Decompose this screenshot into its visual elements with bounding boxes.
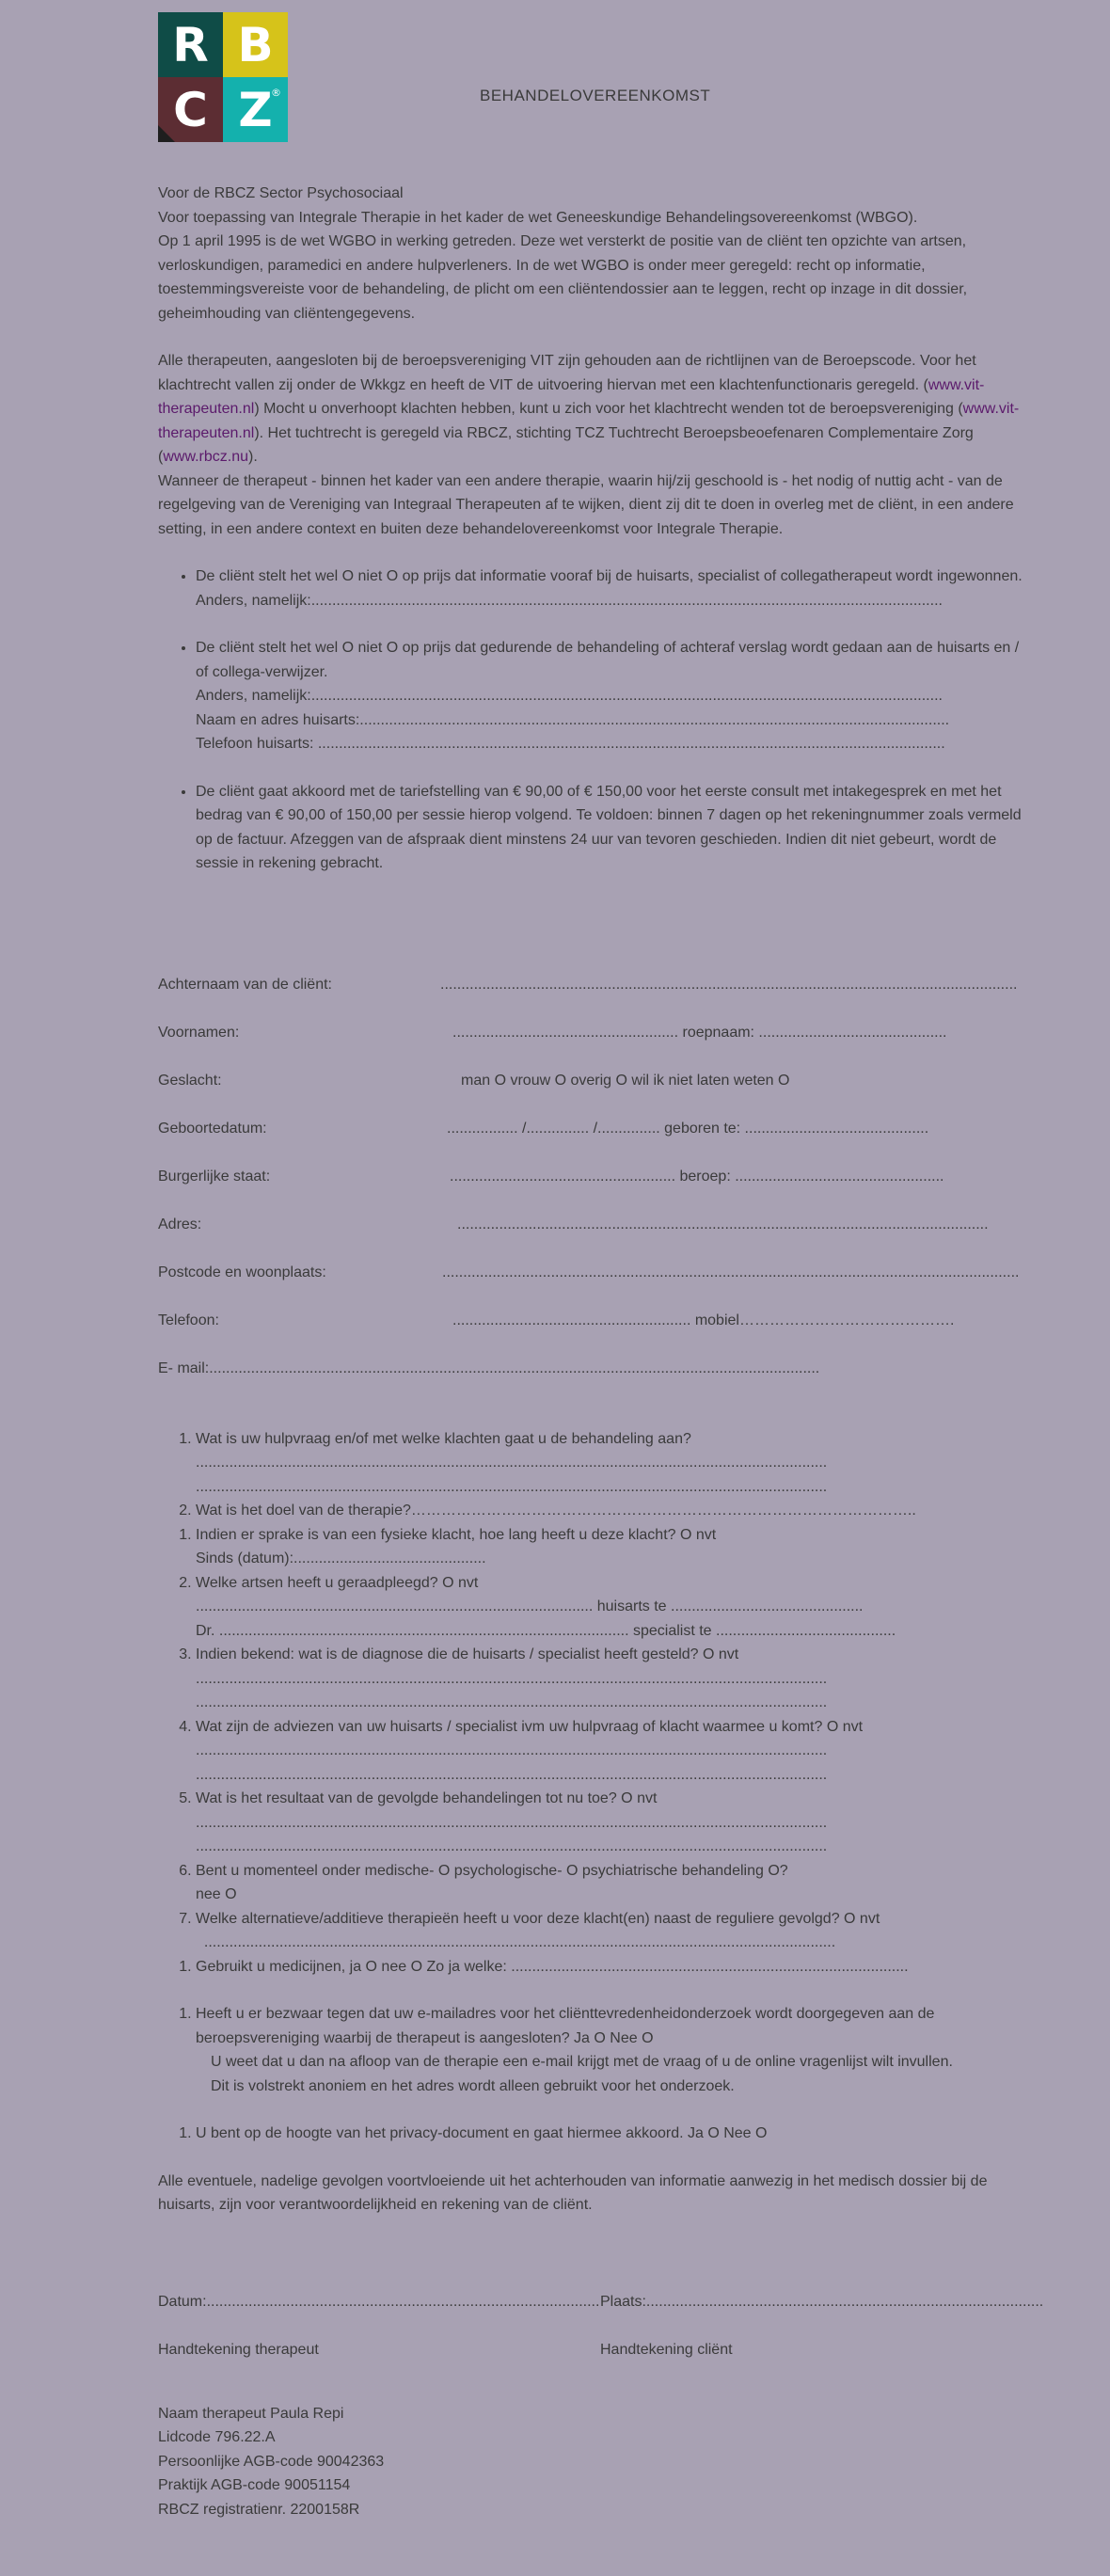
questions-list-b (158, 1523, 1023, 1955)
therapist-agb-personal: Persoonlijke AGB-code 90042363 (158, 2453, 385, 2470)
document-page (158, 0, 1044, 2521)
email-field[interactable]: E- mail:.................................................................................................................................................. (158, 1360, 820, 1376)
question-1-answer-1[interactable]: ....................................................................................................................................................... (196, 1455, 828, 1471)
consent-bullets (158, 564, 1023, 876)
therapist-rbcz-number: RBCZ registratienr. 2200158R (158, 2501, 360, 2518)
bullet-1-text: De cliënt stelt het wel O niet O op prijs dat informatie vooraf bij de huisarts, specialist of collegatherapeut wordt ingewonnen. (196, 568, 1023, 584)
burgerlijke-staat-field[interactable]: ...................................................... beroep: .................................................. (450, 1168, 944, 1185)
question-3-since[interactable]: Sinds (datum):.............................................. (196, 1550, 486, 1566)
question-12-text[interactable]: U bent op de hoogte van het privacy-document en gaat hiermee akkoord. Ja O Nee O (196, 2125, 768, 2141)
question-11-text[interactable]: Heeft u er bezwaar tegen dat uw e-mailadres voor het cliënttevredenheidonderzoek wordt doorgegeven aan de beroepsvereniging waarbij de therapeut is aangesloten? Ja O Nee O (196, 2006, 935, 2046)
question-hulpvraag (196, 1427, 1023, 1500)
question-medicijnen (196, 1955, 1023, 1980)
question-7-text: Wat is het resultaat van de gevolgde behandelingen tot nu toe? O nvt (196, 1790, 658, 1806)
adres-label: Adres: (158, 1216, 202, 1232)
rbcz-logo (158, 12, 288, 142)
ethics-section (158, 349, 1023, 541)
voornamen-field[interactable]: ...................................................... roepnaam: ............................................. (452, 1024, 947, 1041)
datum-field[interactable]: Datum:.............................................................................................. (158, 2293, 600, 2310)
logo-letter-r: R (158, 12, 223, 77)
question-11-note-2: Dit is volstrekt anoniem en het adres wordt alleen gebruikt voor het onderzoek. (211, 2077, 735, 2094)
geboortedatum-label: Geboortedatum: (158, 1120, 267, 1137)
question-5-answer-1[interactable]: ....................................................................................................................................................... (196, 1670, 828, 1687)
question-resultaat (196, 1787, 1023, 1859)
bullet-3-text: De cliënt gaat akkoord met de tariefstelling van € 90,00 of € 150,00 voor het eerste consult met intakegesprek en met het bedrag van € 90,00 of 150,00 per sessie hierop volgend. Te voldoen: binnen 7 dagen op het rekeningnummer zoals vermeld op de factuur. Afzeggen van de afspraak dient minstens 24 uur van tevoren geschieden. Indien dit niet gebeurt, wordt de sessie in rekening gebracht. (196, 783, 1022, 871)
achternaam-field[interactable]: .......................................................................................................................................... (440, 976, 1018, 993)
adres-field[interactable]: ............................................................................................................................... (457, 1216, 989, 1232)
ethics-paragraph-1 (158, 349, 1023, 469)
telefoon-field[interactable]: ......................................................... mobiel……………………………………. (452, 1312, 955, 1328)
bullet-2-other[interactable]: Anders, namelijk:....................................................................................................................................................... (196, 688, 943, 704)
intro-line-3: Op 1 april 1995 is de wet WGBO in werking getreden. Deze wet versterkt de positie van de cliënt ten opzichte van artsen, verloskundigen, paramedici en andere hulpverleners. In de wet WGBO is onder meer geregeld: recht op informatie, toestemmingsvereiste voor de behandeling, de plicht om een cliëntendossier aan te leggen, recht op inzage in dit dossier, geheimhouding van cliëntengegevens. (158, 233, 968, 322)
header (158, 0, 1023, 160)
logo-letter-z-text: Z (238, 82, 273, 137)
form-row-postcode (158, 1261, 1023, 1309)
therapist-signature-label: Handtekening therapeut (158, 2341, 319, 2358)
bullet-2-text: De cliënt stelt het wel O niet O op prijs dat gedurende de behandeling of achteraf verslag wordt gedaan aan de huisarts en / of collega-verwijzer. (196, 640, 1020, 680)
question-1-answer-2[interactable]: ....................................................................................................................................................... (196, 1478, 828, 1495)
bullet-info-consent (196, 564, 1023, 612)
form-row-geboortedatum (158, 1117, 1023, 1165)
question-5-text: Indien bekend: wat is de diagnose die de huisarts / specialist heeft gesteld? O nvt (196, 1646, 739, 1662)
question-6-text: Wat zijn de adviezen van uw huisarts / specialist ivm uw hulpvraag of klacht waarmee u komt? O nvt (196, 1718, 864, 1735)
logo-letter-c: C (158, 77, 223, 142)
registered-mark: ® (271, 87, 281, 99)
question-7-answer-1[interactable]: ....................................................................................................................................................... (196, 1814, 828, 1831)
bullet-fees (196, 780, 1023, 876)
question-11-note-1: U weet dat u dan na afloop van de therapie een e-mail krijgt met de vraag of u de online vragenlijst wilt invullen. (211, 2054, 953, 2070)
closing-paragraph: Alle eventuele, nadelige gevolgen voortvloeiende uit het achterhouden van informatie aanwezig in het medisch dossier bij de huisarts, zijn voor verantwoordelijkheid en rekening van de cliënt. (158, 2172, 988, 2213)
therapist-info (158, 2402, 1023, 2522)
datum-plaats-row (158, 2290, 1044, 2338)
question-7-answer-2[interactable]: ....................................................................................................................................................... (196, 1838, 828, 1854)
ethics-text-b: ) Mocht u onverhoopt klachten hebben, kunt u zich voor het klachtrecht wenden tot de beroepsvereniging ( (254, 401, 963, 417)
client-signature-label: Handtekening cliënt (600, 2341, 733, 2358)
question-10-text[interactable]: 1. Gebruikt u medicijnen, ja O nee O Zo ja welke: ............................................................................................... (196, 1958, 909, 1975)
questions-list-e (158, 2122, 1023, 2146)
question-9-text: Welke alternatieve/additieve therapieën heeft u voor deze klacht(en) naast de reguliere gevolgd? O nvt (196, 1910, 880, 1927)
page-title: BEHANDELOVEREENKOMST (480, 87, 711, 104)
question-1-text: Wat is uw hulpvraag en/of met welke klachten gaat u de behandeling aan? (196, 1430, 691, 1447)
geslacht-label: Geslacht: (158, 1072, 222, 1089)
form-row-burgerlijke-staat (158, 1165, 1023, 1213)
bullet-report-consent (196, 636, 1023, 756)
geboortedatum-field[interactable]: ................. /............... /............... geboren te: ............................................ (447, 1120, 929, 1137)
question-alternatief (196, 1907, 1023, 1955)
signature-section (158, 2290, 1044, 2386)
form-row-email (158, 1357, 1023, 1405)
form-row-adres (158, 1213, 1023, 1261)
question-4-text: Welke artsen heeft u geraadpleegd? O nvt (196, 1574, 479, 1591)
question-8-text[interactable]: Bent u momenteel onder medische- O psychologische- O psychiatrische behandeling O? (196, 1862, 788, 1879)
logo-letter-b: B (223, 12, 288, 77)
question-behandeling (196, 1859, 1023, 1907)
plaats-field[interactable]: Plaats:............................................................................................... (600, 2293, 1044, 2310)
question-fysieke-klacht (196, 1523, 1023, 1571)
intro-line-1: Voor de RBCZ Sector Psychosociaal (158, 185, 404, 201)
postcode-field[interactable]: .......................................................................................................................................... (442, 1264, 1020, 1280)
questions-list-c (158, 1955, 1023, 1980)
questions-list-d (158, 2002, 1023, 2098)
ethics-text-d: ). (248, 449, 258, 465)
form-row-voornamen (158, 1021, 1023, 1069)
therapist-name: Naam therapeut Paula Repi (158, 2405, 344, 2422)
rbcz-link[interactable]: www.rbcz.nu (163, 449, 249, 465)
question-8-nee[interactable]: nee O (196, 1886, 237, 1902)
logo-letter-z (223, 77, 288, 142)
form-row-geslacht (158, 1069, 1023, 1117)
ethics-paragraph-2: Wanneer de therapeut - binnen het kader van een andere therapie, waarin hij/zij geschoold is - het nodig of nuttig acht - van de regelgeving van de Vereniging van Integraal Therapeuten af te wijken, dient zij dit te doen in overleg met de cliënt, in een andere setting, in een andere context en buiten deze behandelovereenkomst voor Integrale Therapie. (158, 472, 1014, 537)
vit-link-2[interactable]: www.vit-therapeuten.nl (158, 401, 1020, 441)
question-4-answer-2[interactable]: Dr. .................................................................................................. specialist te ........................................... (196, 1622, 896, 1639)
gp-name-address-field[interactable]: Naam en adres huisarts:............................................................................................................................................. (196, 711, 950, 728)
question-6-answer-2[interactable]: ....................................................................................................................................................... (196, 1766, 828, 1783)
form-row-telefoon (158, 1309, 1023, 1357)
burgerlijke-staat-label: Burgerlijke staat: (158, 1168, 271, 1185)
ethics-text-c: ). Het tuchtrecht is geregeld via RBCZ, stichting TCZ Tuchtrecht Beroepsbeoefenaren Complementaire Zorg ( (158, 424, 974, 465)
question-6-answer-1[interactable]: ....................................................................................................................................................... (196, 1742, 828, 1758)
achternaam-label: Achternaam van de cliënt: (158, 976, 332, 993)
ethics-text-a: Alle therapeuten, aangesloten bij de beroepsvereniging VIT zijn gehouden aan de richtlijnen van de Beroepscode. Voor het klachtrecht vallen zij onder de Wkkgz en heeft de VIT de uitvoering hiervan met een klachtenfunctionaris geregeld. ( (158, 353, 976, 393)
intro-section (158, 182, 1023, 326)
postcode-label: Postcode en woonplaats: (158, 1264, 326, 1280)
client-form (158, 973, 1023, 1405)
bullet-1-other[interactable]: Anders, namelijk:....................................................................................................................................................... (196, 592, 943, 609)
question-4-answer-1[interactable]: ............................................................................................... huisarts te .............................................. (196, 1598, 864, 1614)
question-3-text: Indien er sprake is van een fysieke klacht, hoe lang heeft u deze klacht? O nvt (196, 1526, 717, 1543)
voornamen-label: Voornamen: (158, 1024, 240, 1041)
question-5-answer-2[interactable]: ....................................................................................................................................................... (196, 1694, 828, 1710)
geslacht-options[interactable]: man O vrouw O overig O wil ik niet laten weten O (461, 1072, 790, 1089)
intro-line-2: Voor toepassing van Integrale Therapie in het kader de wet Geneeskundige Behandelingsovereenkomst (WBGO). (158, 209, 918, 226)
therapist-agb-practice: Praktijk AGB-code 90051154 (158, 2477, 351, 2493)
therapist-lidcode: Lidcode 796.22.A (158, 2429, 276, 2445)
telefoon-label: Telefoon: (158, 1312, 219, 1328)
question-artsen (196, 1571, 1023, 1644)
question-2-text[interactable]: 2. Wat is het doel van de therapie?……………………………………………………………………………………….. (196, 1503, 916, 1519)
handtekening-row (158, 2338, 1023, 2386)
question-9-answer[interactable]: ....................................................................................................................................................... (196, 1934, 836, 1950)
question-doel (196, 1499, 1023, 1523)
vit-link-1[interactable]: www.vit-therapeuten.nl (158, 376, 985, 417)
questions-list-a (158, 1427, 1023, 1523)
gp-phone-field[interactable]: Telefoon huisarts: ...................................................................................................................................................... (196, 736, 945, 752)
question-email-bezwaar (196, 2002, 1023, 2098)
questions-section (158, 1427, 1023, 2146)
question-diagnose (196, 1643, 1023, 1715)
question-privacy (196, 2122, 1023, 2146)
question-adviezen (196, 1715, 1023, 1788)
form-row-achternaam (158, 973, 1023, 1021)
